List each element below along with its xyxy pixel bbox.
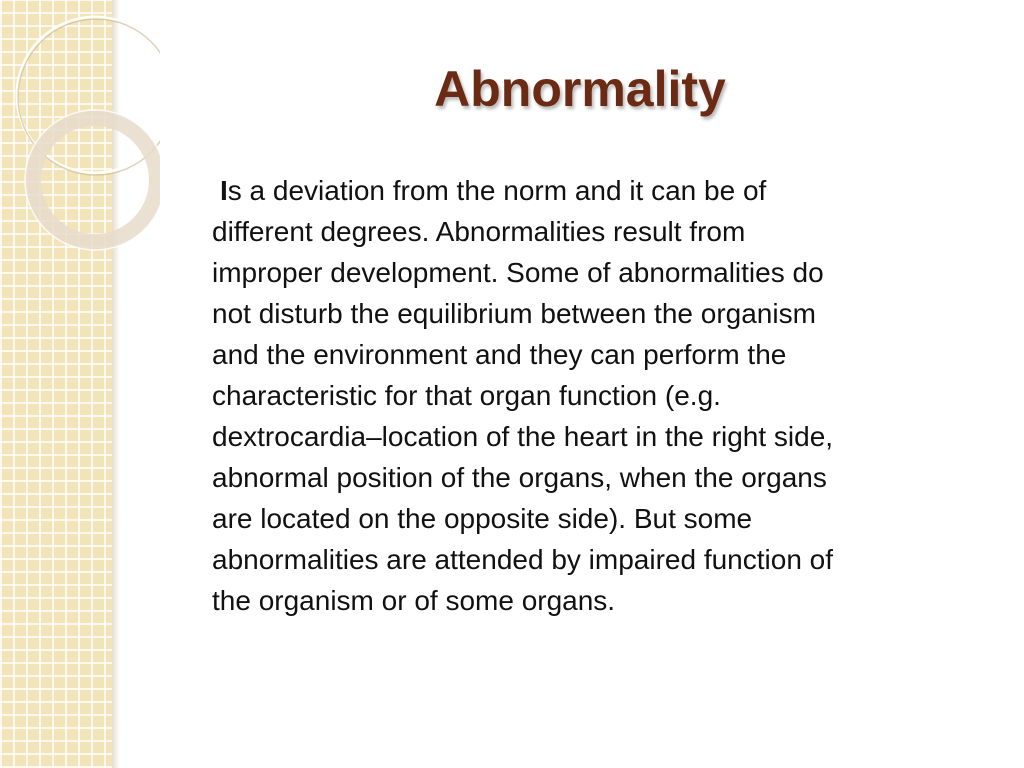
body-line: not disturb the equilibrium between the organism (212, 298, 816, 329)
body-line-1 (212, 170, 982, 211)
body-line: the organism or of some organs. (212, 585, 616, 616)
body-first-letter: I (220, 175, 228, 206)
body-line: are located on the opposite side). But some (212, 503, 753, 534)
body-line: abnormalities are attended by impaired function of (212, 544, 834, 575)
decorative-ring-lower (33, 118, 157, 242)
body-line: and the environment and they can perform the (212, 339, 787, 370)
body-line: characteristic for that organ function (e.g. (212, 380, 721, 411)
body-line: different degrees. Abnormalities result from (212, 216, 746, 247)
body-line: dextrocardia–location of the heart in the right side, (212, 421, 834, 452)
slide-title: Abnormality (434, 61, 726, 117)
body-line-1-text: s a deviation from the norm and it can be of (227, 175, 767, 206)
body-line: improper development. Some of abnormalities do (212, 257, 824, 288)
body-line: abnormal position of the organs, when the organs (212, 462, 827, 493)
decorative-rings (0, 0, 160, 300)
body-paragraph (212, 170, 982, 621)
